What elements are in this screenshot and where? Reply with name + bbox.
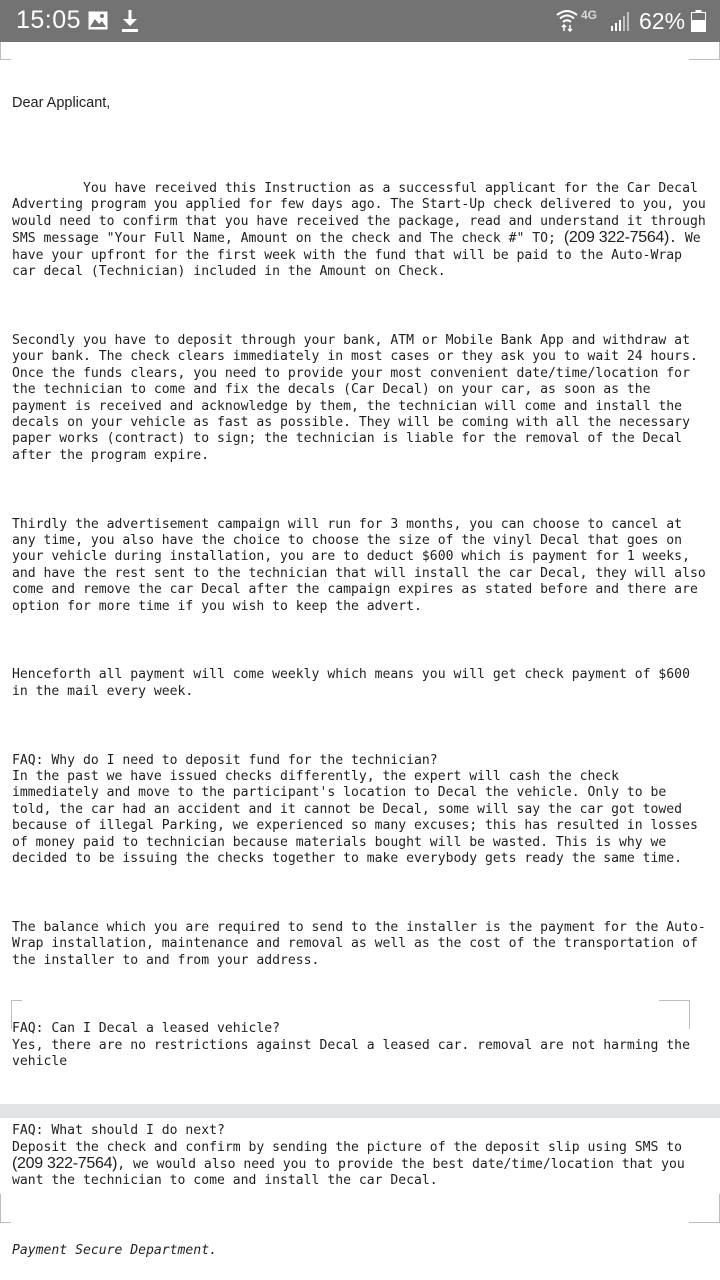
faq-question: FAQ: Why do I need to deposit fund for the technician? — [12, 752, 438, 768]
page-corner-mark — [689, 1194, 720, 1223]
status-bar — [0, 0, 720, 42]
faq-answer: Yes, there are no restrictions against Decal a leased car. removal are not harming the vehicle — [12, 1037, 698, 1070]
download-icon — [121, 10, 139, 32]
page-corner-mark — [11, 1000, 22, 1029]
faq-deposit-fund — [12, 753, 712, 868]
faq-leased-vehicle — [12, 1021, 712, 1070]
letter-body — [12, 62, 712, 1226]
letter-signoff: Payment Secure Department. — [12, 1243, 217, 1258]
paragraph-campaign: Thirdly the advertisement campaign will run for 3 months, you can choose to cancel at any time, you also have the choice to choose the size of the vinyl Decal that goes on your vehicle during installation, you are to deduct $600 which is payment for 1 weeks, and have the rest sent to the technician that will install the car Decal, they will also come and remove the car Decal after the campaign expires as stated before and there are option for more time if you wish to keep the advert. — [12, 516, 714, 614]
page-corner-mark — [689, 42, 720, 60]
signal-icon — [610, 11, 632, 31]
letter-greeting: Dear Applicant, — [12, 94, 111, 111]
paragraph-balance: The balance which you are required to send to the installer is the payment for the Auto-Wrap installation, maintenance and removal as well as the cost of the transportation of the installer to and from your address. — [12, 919, 706, 968]
battery-icon — [691, 10, 706, 32]
paragraph-confirmation: You have received this Instruction as a successful applicant for the Car Decal Adverting program you applied for few days ago. The Start-Up check delivered to you, you would need to confirm that you have received the package, read and understand it through SMS message "Your Full Name, Amount on the check and The check #" TO; (209 322-7564). We have your upfront for the first week with the fund that will be paid to the Auto-Wrap car decal (Technician) included in the Amount on Check. — [12, 181, 714, 280]
page-corner-mark — [0, 42, 11, 60]
page-corner-mark — [659, 1000, 690, 1029]
page-corner-mark — [0, 1194, 11, 1223]
faq-answer: In the past we have issued checks differently, the expert will cash the check immediately and move to the participant's location to Decal the vehicle. Only to be told, the car had an accident and it cannot be Decal, some will say the car got towed because of illegal Parking, we experienced so many excuses; this has resulted in losses of money paid to technician because materials bought will be wasted. This is why we decided to be issuing the checks together to make everybody gets ready the same time. — [12, 769, 706, 867]
phone-number: (209 322-7564) — [12, 1154, 118, 1172]
network-type: 4G — [581, 8, 598, 22]
page-separator — [0, 1104, 720, 1118]
phone-number: (209 322-7564) — [563, 229, 670, 247]
faq-question: FAQ: Can I Decal a leased vehicle? — [12, 1021, 281, 1037]
paragraph-weekly-payment: Henceforth all payment will come weekly which means you will get check payment of $600 in the mail every week. — [12, 667, 698, 699]
paragraph-deposit: Secondly you have to deposit through your bank, ATM or Mobile Bank App and withdraw at your bank. The check clears immediately in most cases or they ask you to wait 24 hours. Once the funds clears, you need to provide your most convenient date/time/location for the technician to come and fix the decals (Car Decal) on your car, as soon as the payment is received and acknowledge by them, the technician will come and install the decals on your vehicle as fast as possible. They will be coming with all the necessary paper works (contract) to sign; the technician is liable for the removal of the Decal after the program expire. — [12, 332, 706, 463]
image-icon — [88, 11, 108, 30]
wifi-icon — [556, 8, 578, 32]
faq-next-steps: FAQ: What should I do next? Deposit the check and confirm by sending the picture of the deposit slip using SMS to (209 322-7564), we would also need you to provide the best date/time/location that you want the technician to come and install the car Decal. — [12, 1123, 693, 1189]
status-time: 15:05 — [16, 6, 82, 34]
faq-question: FAQ: What should I do next? — [12, 1123, 225, 1139]
battery-percent: 62% — [639, 8, 686, 34]
